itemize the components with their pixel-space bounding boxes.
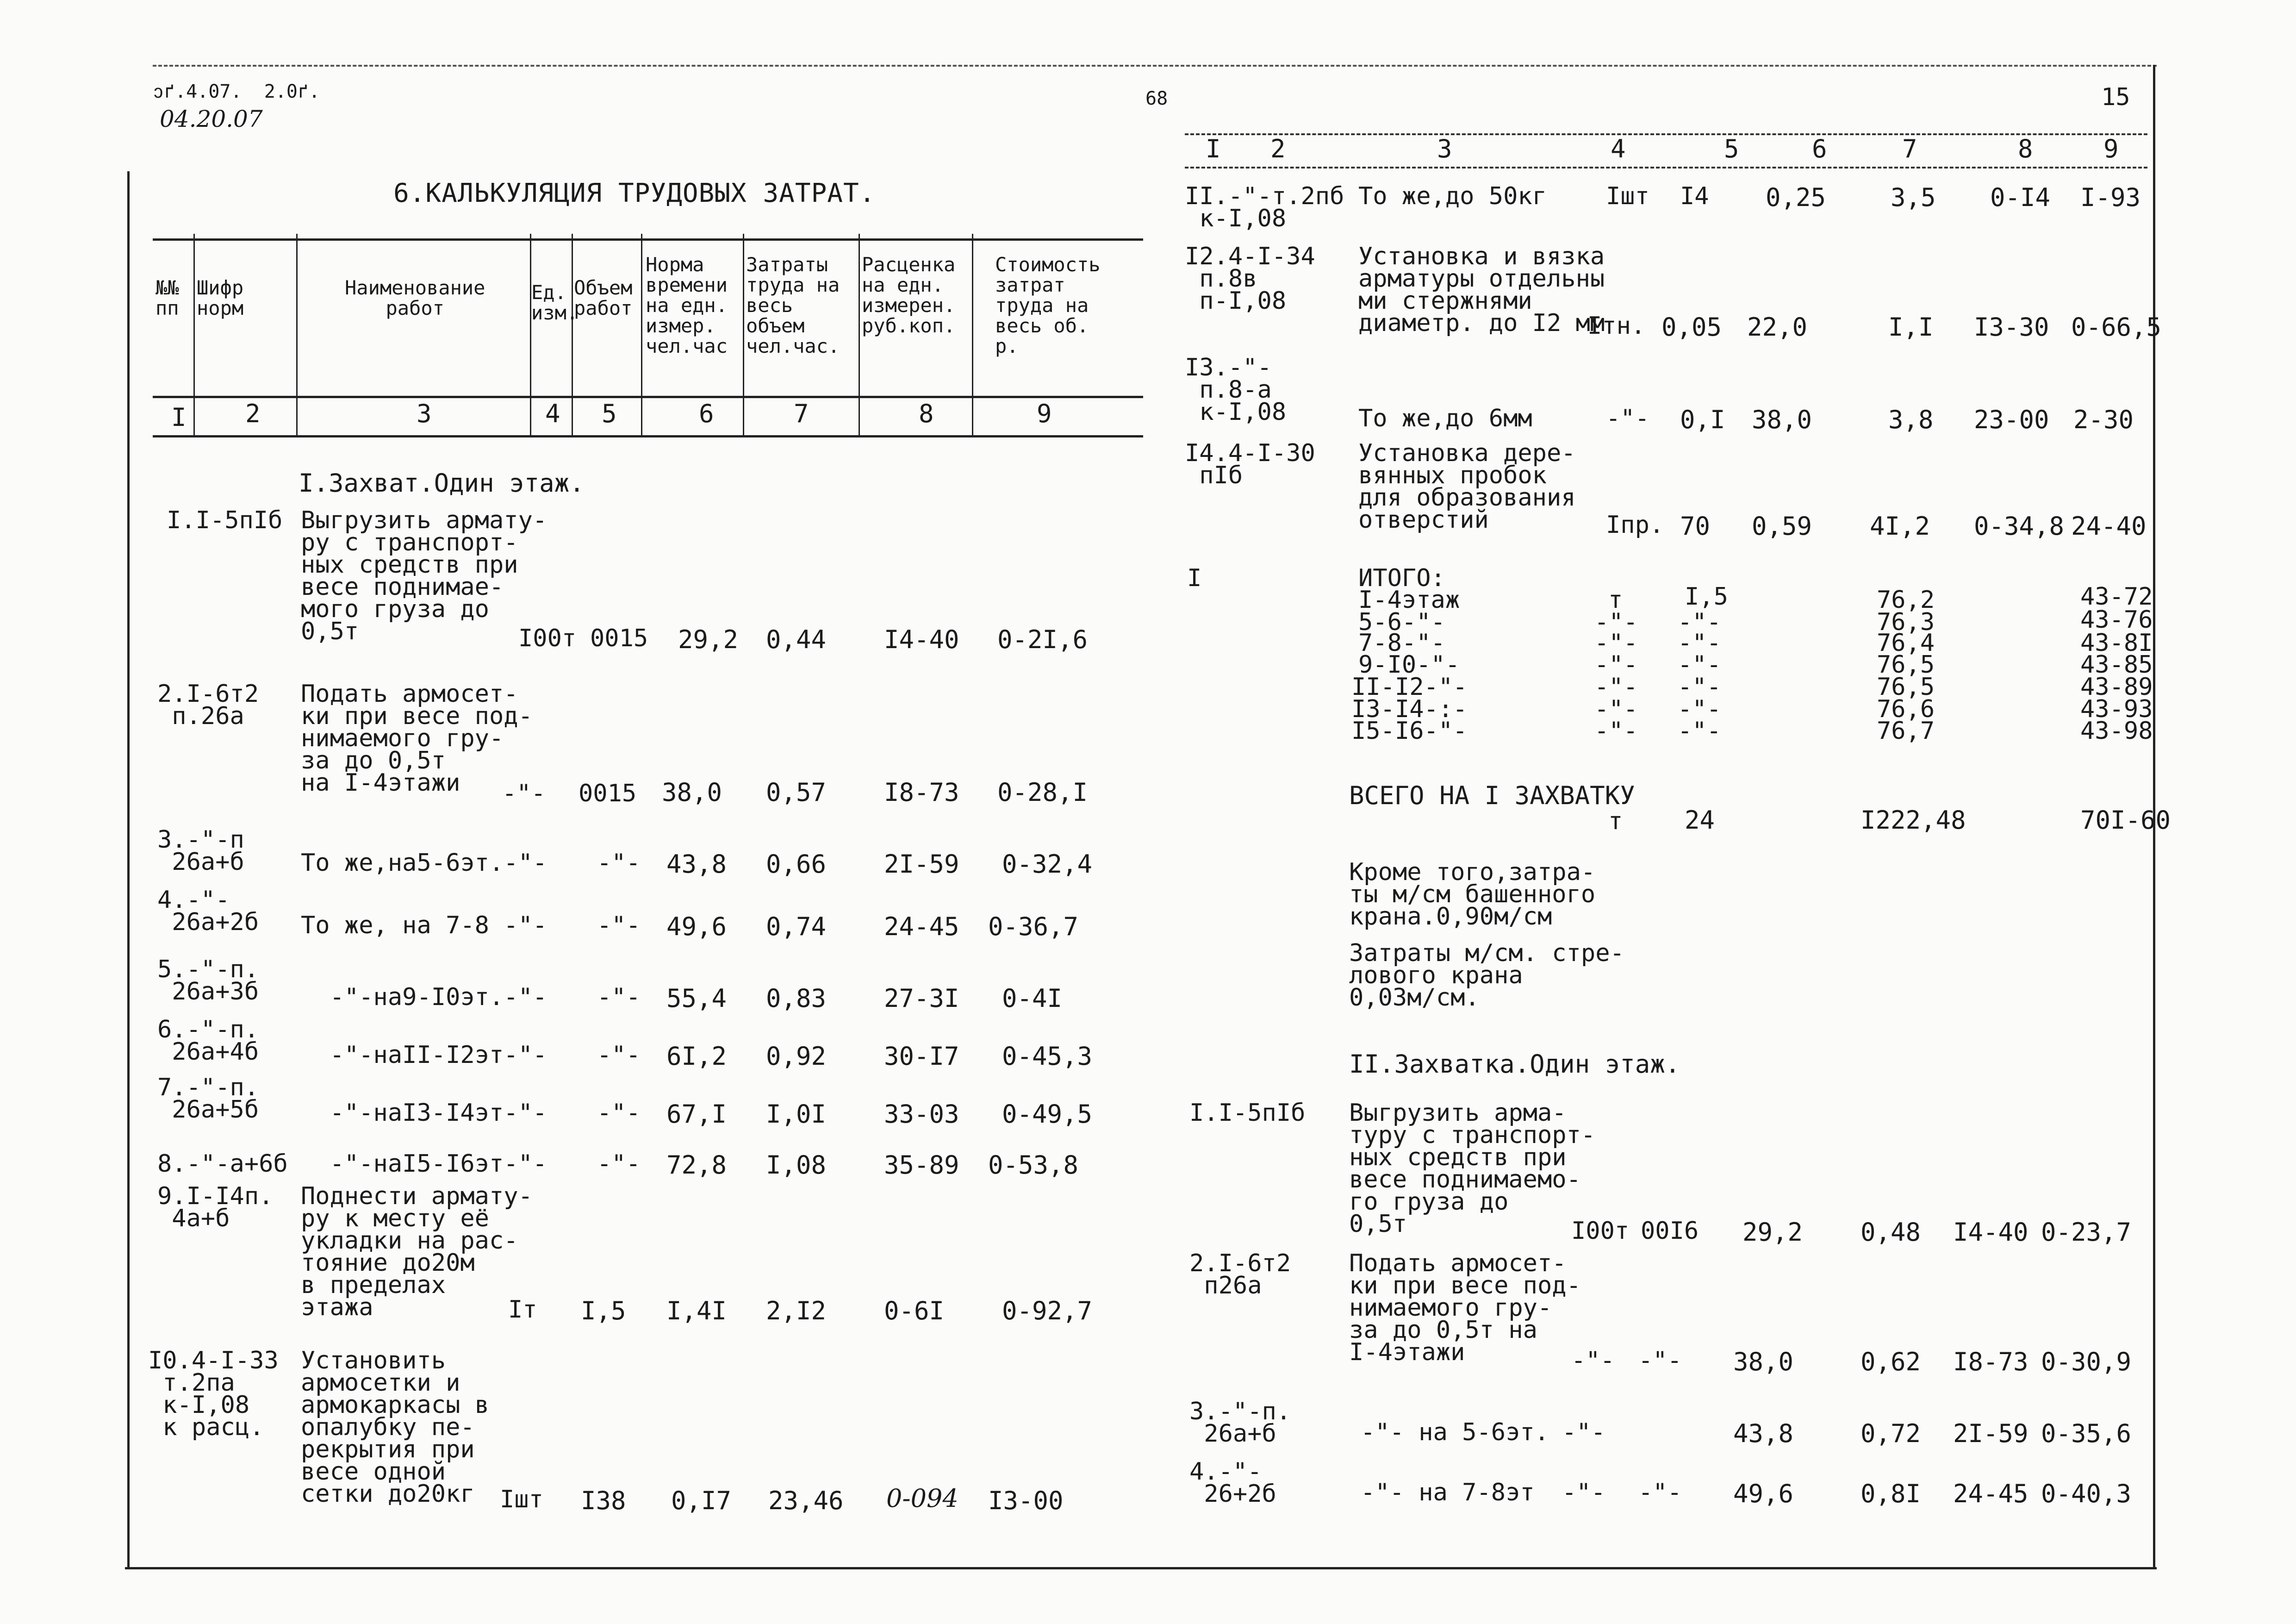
total-row-4-label: 9-I0-"- <box>1358 651 1460 679</box>
left-header-volume: Объем работ <box>574 276 633 319</box>
note-jib-crane: Затраты м/см. стре- лового крана 0,03м/см. <box>1349 939 1624 1012</box>
right-row-14-labor: 4I,2 <box>1870 512 1930 541</box>
left-colnum: 2 <box>245 399 261 428</box>
left-row-9-cost: 0-92,7 <box>1002 1296 1093 1325</box>
total-row-3-labor: 76,4 <box>1877 629 1935 657</box>
right-colnum: 8 <box>2018 134 2033 163</box>
right2-row-2-labor: 0,62 <box>1860 1347 1921 1376</box>
right-colnum: 9 <box>2103 134 2119 163</box>
left-row-10-rate: 0-094 <box>886 1484 958 1513</box>
left-row-8-rate: 35-89 <box>884 1150 959 1180</box>
left-header-cost: Стоимость затрат труда на весь об. р. <box>995 253 1101 357</box>
left-row-10-norm: 0,I7 <box>671 1486 732 1515</box>
left-row-2-name: Подать армосет- ки при весе под- нимаемого гру- за до 0,5т на I-4этажи <box>301 680 533 797</box>
total-row-2-label: 5-6-"- <box>1358 608 1445 636</box>
left-col-sep <box>972 234 973 437</box>
left-row-3-vol: -"- <box>597 849 641 877</box>
left-row-10-unit: Iшт <box>500 1486 543 1513</box>
left-row-10-vol: I38 <box>581 1486 626 1515</box>
total-row-5-cost: 43-89 <box>2080 673 2153 701</box>
total-row-4-unit: -"- <box>1594 651 1638 679</box>
right2-row-3-rate: 2I-59 <box>1953 1419 2028 1448</box>
total-row-1-vol: I,5 <box>1685 583 1728 611</box>
left-row-1-no: I.I-5пIб <box>167 506 283 534</box>
right-row-13-unit: -"- <box>1606 405 1649 432</box>
right-row-12-vol: 0,05 <box>1661 312 1722 342</box>
left-row-7-labor: I,0I <box>766 1099 827 1129</box>
left-row-1-rate: I4-40 <box>884 625 959 654</box>
right2-row-4-norm: 49,6 <box>1733 1479 1794 1508</box>
right-row-13-name: То же,до 6мм <box>1358 405 1532 432</box>
left-header-name: Наименование работ <box>345 276 485 319</box>
left-col-sep <box>530 234 531 437</box>
right-row-12-labor: I,I <box>1888 312 1934 342</box>
left-col-sep <box>296 234 298 437</box>
left-colnum: 7 <box>794 399 809 428</box>
total-row-2-labor: 76,3 <box>1877 608 1935 636</box>
total-row-3-unit: -"- <box>1594 629 1638 657</box>
right-row-12-rate: I3-30 <box>1974 312 2049 342</box>
left-row-4-rate: 24-45 <box>884 912 959 941</box>
left-header-mid-line <box>153 396 1143 398</box>
frame-top-line <box>153 65 2157 67</box>
left-row-2-unit: -"- <box>502 780 546 807</box>
left-row-1-cost: 0-2I,6 <box>997 625 1088 654</box>
left-row-9-labor: 2,I2 <box>766 1296 827 1325</box>
right-row-14-no: I4.4-I-30 пIб <box>1185 439 1315 489</box>
grand-total-label: ВСЕГО НА I ЗАХВАТКУ <box>1349 781 1635 810</box>
right-row-12-cost: 0-66,5 <box>2071 312 2162 342</box>
right2-row-1-no: I.I-5пIб <box>1189 1099 1306 1127</box>
left-colnum: 9 <box>1037 399 1052 428</box>
left-row-4-name: То же, на 7-8 -"- <box>301 912 548 939</box>
left-row-3-labor: 0,66 <box>766 849 827 879</box>
right2-row-1-name: Выгрузить арма- туру с транспорт- ных средств при весе поднимаемо- го груза до 0,5т <box>1349 1099 1596 1238</box>
right-row-14-unit: Iпр. <box>1606 511 1664 539</box>
left-col-sep <box>193 234 195 437</box>
left-row-6-cost: 0-45,3 <box>1002 1042 1093 1071</box>
right2-row-2-no: 2.I-6т2 п26а <box>1189 1249 1291 1299</box>
totals-marker: I <box>1187 564 1202 592</box>
left-header-labor: Затраты труда на весь объем чел.час. <box>746 253 840 357</box>
grand-total-cost: 70I-60 <box>2080 806 2171 835</box>
left-row-5-cost: 0-4I <box>1002 984 1063 1013</box>
right2-row-4-no: 4.-"- 26+2б <box>1189 1458 1276 1508</box>
left-row-8-no: 8.-"-а+6б <box>157 1150 288 1178</box>
left-row-4-vol: -"- <box>597 912 641 939</box>
left-row-6-norm: 6I,2 <box>666 1042 727 1071</box>
left-row-6-labor: 0,92 <box>766 1042 827 1071</box>
right2-row-2-rate: I8-73 <box>1953 1347 2028 1376</box>
left-colnum: I <box>171 403 187 432</box>
right-colnum: I <box>1206 134 1221 163</box>
right2-row-4-rate: 24-45 <box>1953 1479 2028 1508</box>
right2-row-3-no: 3.-"-п. 26а+б <box>1189 1398 1291 1448</box>
left-row-5-name: -"-на9-I0эт.-"- <box>301 983 548 1011</box>
left-row-7-name: -"-наI3-I4эт-"- <box>301 1099 548 1127</box>
right-row-11-cost: I-93 <box>2080 183 2141 212</box>
right-row-12-norm: 22,0 <box>1747 312 1808 342</box>
total-row-3-cost: 43-8I <box>2080 629 2153 657</box>
grand-total-labor: I222,48 <box>1860 806 1966 835</box>
right-row-11-norm: 0,25 <box>1766 183 1826 212</box>
left-row-4-cost: 0-36,7 <box>988 912 1079 941</box>
left-row-8-vol: -"- <box>597 1150 641 1178</box>
total-row-7-unit: -"- <box>1594 717 1638 745</box>
right-row-13-cost: 2-30 <box>2073 405 2134 434</box>
left-row-9-rate: 0-6I <box>884 1296 945 1325</box>
grand-total-unit: т <box>1608 807 1623 835</box>
left-row-1-norm: 29,2 <box>678 625 739 654</box>
right-row-12-no: I2.4-I-34 п.8в п-I,08 <box>1185 243 1315 315</box>
right2-row-3-labor: 0,72 <box>1860 1419 1921 1448</box>
right-colnum: 3 <box>1437 134 1452 163</box>
left-row-9-norm: I,4I <box>666 1296 727 1325</box>
right-row-12-name: Установка и вязка арматуры отдельны ми стержнями диаметр. до I2 мм <box>1358 243 1605 337</box>
left-row-4-norm: 49,6 <box>666 912 727 941</box>
right2-row-1-unit: I00т <box>1571 1217 1630 1245</box>
left-header-unit: Ед. изм. <box>531 281 579 324</box>
right-colnum: 7 <box>1902 134 1917 163</box>
total-row-6-label: I3-I4-:- <box>1351 695 1468 723</box>
left-row-4-labor: 0,74 <box>766 912 827 941</box>
total-row-1-labor: 76,2 <box>1877 586 1935 614</box>
left-row-3-cost: 0-32,4 <box>1002 849 1093 879</box>
left-row-8-norm: 72,8 <box>666 1150 727 1180</box>
left-row-7-cost: 0-49,5 <box>1002 1099 1093 1129</box>
right2-row-3-norm: 43,8 <box>1733 1419 1794 1448</box>
left-header-top-line <box>153 238 1143 241</box>
left-row-1-labor: 0,44 <box>766 625 827 654</box>
left-row-7-norm: 67,I <box>666 1099 727 1129</box>
right2-row-2-cost: 0-30,9 <box>2041 1347 2132 1376</box>
doc-code-handwritten: 04.20.07 <box>160 106 263 132</box>
left-row-5-norm: 55,4 <box>666 984 727 1013</box>
left-row-7-rate: 33-03 <box>884 1099 959 1129</box>
frame-left-line <box>127 171 130 1567</box>
left-row-2-labor: 0,57 <box>766 778 827 807</box>
right2-row-1-cost: 0-23,7 <box>2041 1218 2132 1247</box>
left-header-no: №№ пп <box>156 276 179 319</box>
total-row-7-vol: -"- <box>1678 717 1721 745</box>
total-row-2-vol: -"- <box>1678 608 1721 636</box>
right2-row-3-cost: 0-35,6 <box>2041 1419 2132 1448</box>
left-row-4-no: 4.-"- 26а+2б <box>157 886 259 936</box>
total-row-6-vol: -"- <box>1678 695 1721 723</box>
right-row-11-rate: 0-I4 <box>1990 183 2051 212</box>
left-row-7-no: 7.-"-п. 26а+5б <box>157 1074 259 1124</box>
right2-row-2-name: Подать армосет- ки при весе под- нимаемого гру- за до 0,5т на I-4этажи <box>1349 1249 1581 1366</box>
left-row-9-no: 9.I-I4п. 4а+б <box>157 1182 274 1232</box>
total-row-5-labor: 76,5 <box>1877 673 1935 701</box>
right2-row-1-rate: I4-40 <box>1953 1218 2028 1247</box>
right-colnum: 4 <box>1611 134 1626 163</box>
right2-row-2-norm: 38,0 <box>1733 1347 1794 1376</box>
left-header-rate: Расценка на едн. измерен. руб.коп. <box>862 253 956 337</box>
left-row-6-name: -"-наII-I2эт-"- <box>301 1041 548 1069</box>
left-row-8-cost: 0-53,8 <box>988 1150 1079 1180</box>
left-col-sep <box>859 234 860 437</box>
right-row-11-unit: Iшт <box>1606 182 1649 210</box>
left-row-2-norm: 38,0 <box>662 778 722 807</box>
note-tower-crane: Кроме того,затра- ты м/см башенного крана.0,90м/см <box>1349 858 1596 931</box>
total-row-3-vol: -"- <box>1678 629 1721 657</box>
page-number-right: 15 <box>2101 83 2130 111</box>
total-row-3-label: 7-8-"- <box>1358 629 1445 657</box>
total-row-6-labor: 76,6 <box>1877 695 1935 723</box>
total-row-6-cost: 43-93 <box>2080 695 2153 723</box>
total-row-1-unit: т <box>1608 586 1623 614</box>
total-row-4-cost: 43-85 <box>2080 651 2153 679</box>
right-row-13-norm: 38,0 <box>1752 405 1812 434</box>
right-colnum: 6 <box>1812 134 1827 163</box>
left-colnum: 6 <box>699 399 714 428</box>
right2-row-1-norm: 29,2 <box>1742 1218 1803 1247</box>
left-row-10-no: I0.4-I-33 т.2па к-I,08 к расц. <box>148 1347 279 1441</box>
left-row-2-vol: 0015 <box>579 780 637 807</box>
right-row-11-vol: I4 <box>1680 182 1709 210</box>
total-row-2-cost: 43-76 <box>2080 606 2153 634</box>
total-row-7-cost: 43-98 <box>2080 717 2153 745</box>
left-row-8-name: -"-наI5-I6эт-"- <box>301 1150 548 1178</box>
left-row-9-vol: I,5 <box>581 1296 626 1325</box>
right2-row-3-unit: -"- <box>1562 1418 1605 1446</box>
left-colnum: 4 <box>545 399 560 428</box>
right-row-12-unit: Iтн. <box>1587 312 1646 340</box>
total-row-7-label: I5-I6-"- <box>1351 717 1468 745</box>
right-row-13-rate: 23-00 <box>1974 405 2049 434</box>
left-section-title: I.Захват.Один этаж. <box>299 468 585 498</box>
page-title: 6.КАЛЬКУЛЯЦИЯ ТРУДОВЫХ ЗАТРАТ. <box>393 178 876 208</box>
right-row-13-no: I3.-"- п.8-а к-I,08 <box>1185 354 1287 426</box>
total-row-7-labor: 76,7 <box>1877 717 1935 745</box>
right2-row-1-labor: 0,48 <box>1860 1218 1921 1247</box>
total-row-1-cost: 43-72 <box>2080 583 2153 611</box>
left-header-bottom-line <box>153 435 1143 437</box>
right2-row-1-vol: 00I6 <box>1641 1217 1699 1245</box>
right2-row-2-vol: -"- <box>1638 1347 1682 1374</box>
right-row-11-no: II.-"-т.2пб к-I,08 <box>1185 182 1344 232</box>
right2-row-3-name: -"- на 5-6эт. <box>1361 1418 1549 1446</box>
right-row-14-cost: 24-40 <box>2071 512 2147 541</box>
grand-total-vol: 24 <box>1685 806 1715 835</box>
left-row-2-cost: 0-28,I <box>997 778 1088 807</box>
right2-row-4-cost: 0-40,3 <box>2041 1479 2132 1508</box>
left-row-5-labor: 0,83 <box>766 984 827 1013</box>
left-row-1-unit: I00т <box>518 625 577 652</box>
right-row-14-name: Установка дере- вянных пробок для образования отверстий <box>1358 439 1576 534</box>
left-row-1-vol: 0015 <box>590 625 648 652</box>
left-colnum: 5 <box>602 399 617 428</box>
left-col-sep <box>641 234 642 437</box>
left-header-code: Шифр норм <box>197 276 244 319</box>
right-row-14-norm: 0,59 <box>1752 512 1812 541</box>
total-row-5-unit: -"- <box>1594 673 1638 701</box>
left-row-7-vol: -"- <box>597 1099 641 1127</box>
left-row-10-labor: 23,46 <box>768 1486 844 1515</box>
left-row-5-vol: -"- <box>597 983 641 1011</box>
right2-row-4-name: -"- на 7-8эт <box>1361 1479 1535 1506</box>
total-row-2-unit: -"- <box>1594 608 1638 636</box>
left-row-3-norm: 43,8 <box>666 849 727 879</box>
page-number-center: 68 <box>1145 88 1168 109</box>
total-row-4-vol: -"- <box>1678 651 1721 679</box>
right-row-13-labor: 3,8 <box>1888 405 1934 434</box>
left-row-9-name: Поднести армату- ру к месту её укладки на рас- тояние до20м в пределах этажа <box>301 1182 533 1321</box>
total-row-4-labor: 76,5 <box>1877 651 1935 679</box>
left-colnum: 3 <box>417 399 432 428</box>
left-row-3-rate: 2I-59 <box>884 849 959 879</box>
right2-row-2-unit: -"- <box>1571 1347 1615 1374</box>
left-row-3-no: 3.-"-п 26а+б <box>157 826 244 876</box>
left-header-norm: Норма времени на едн. измер. чел.час <box>646 253 728 357</box>
left-row-3-name: То же,на5-6эт.-"- <box>301 849 548 877</box>
total-row-5-vol: -"- <box>1678 673 1721 701</box>
right-row-13-vol: 0,I <box>1680 405 1725 434</box>
right2-row-4-unit: -"- <box>1562 1479 1605 1506</box>
right2-row-4-labor: 0,8I <box>1860 1479 1921 1508</box>
left-col-sep <box>572 234 573 437</box>
right-header-bottom-line <box>1185 167 2147 169</box>
left-row-1-name: Выгрузить армату- ру с транспорт- ных средств при весе поднимае- мого груза до 0,5т <box>301 506 548 645</box>
total-row-1-label: I-4этаж <box>1358 586 1460 614</box>
left-colnum: 8 <box>919 399 934 428</box>
right-row-14-vol: 70 <box>1680 512 1711 541</box>
totals-title: ИТОГО: <box>1358 564 1445 592</box>
doc-code: ↄґ.4.07. 2.0ґ. <box>153 81 320 102</box>
left-row-2-rate: I8-73 <box>884 778 959 807</box>
right-colnum: 5 <box>1724 134 1739 163</box>
right-header-top-line <box>1185 133 2147 135</box>
left-row-5-rate: 27-3I <box>884 984 959 1013</box>
right2-row-4-vol: -"- <box>1638 1479 1682 1506</box>
left-row-6-no: 6.-"-п. 26а+4б <box>157 1016 259 1066</box>
left-row-10-name: Установить армосетки и армокаркасы в опалубку пе- рекрытия при весе одной сетки до20кг <box>301 1347 489 1508</box>
frame-bottom-line <box>125 1567 2157 1569</box>
right-colnum: 2 <box>1270 134 1286 163</box>
left-row-2-no: 2.I-6т2 п.26а <box>157 680 259 730</box>
total-row-5-label: II-I2-"- <box>1351 673 1468 701</box>
left-row-6-vol: -"- <box>597 1041 641 1069</box>
right-row-11-labor: 3,5 <box>1891 183 1936 212</box>
left-row-9-unit: Iт <box>508 1296 537 1324</box>
right-row-14-rate: 0-34,8 <box>1974 512 2065 541</box>
left-row-10-cost: I3-00 <box>988 1486 1064 1515</box>
left-row-5-no: 5.-"-п. 26а+3б <box>157 956 259 1006</box>
right-row-11-name: То же,до 50кг <box>1358 182 1547 210</box>
total-row-6-unit: -"- <box>1594 695 1638 723</box>
left-col-sep <box>743 234 744 437</box>
left-row-6-rate: 30-I7 <box>884 1042 959 1071</box>
left-row-8-labor: I,08 <box>766 1150 827 1180</box>
right-section2-title: II.Захватка.Один этаж. <box>1349 1049 1680 1079</box>
